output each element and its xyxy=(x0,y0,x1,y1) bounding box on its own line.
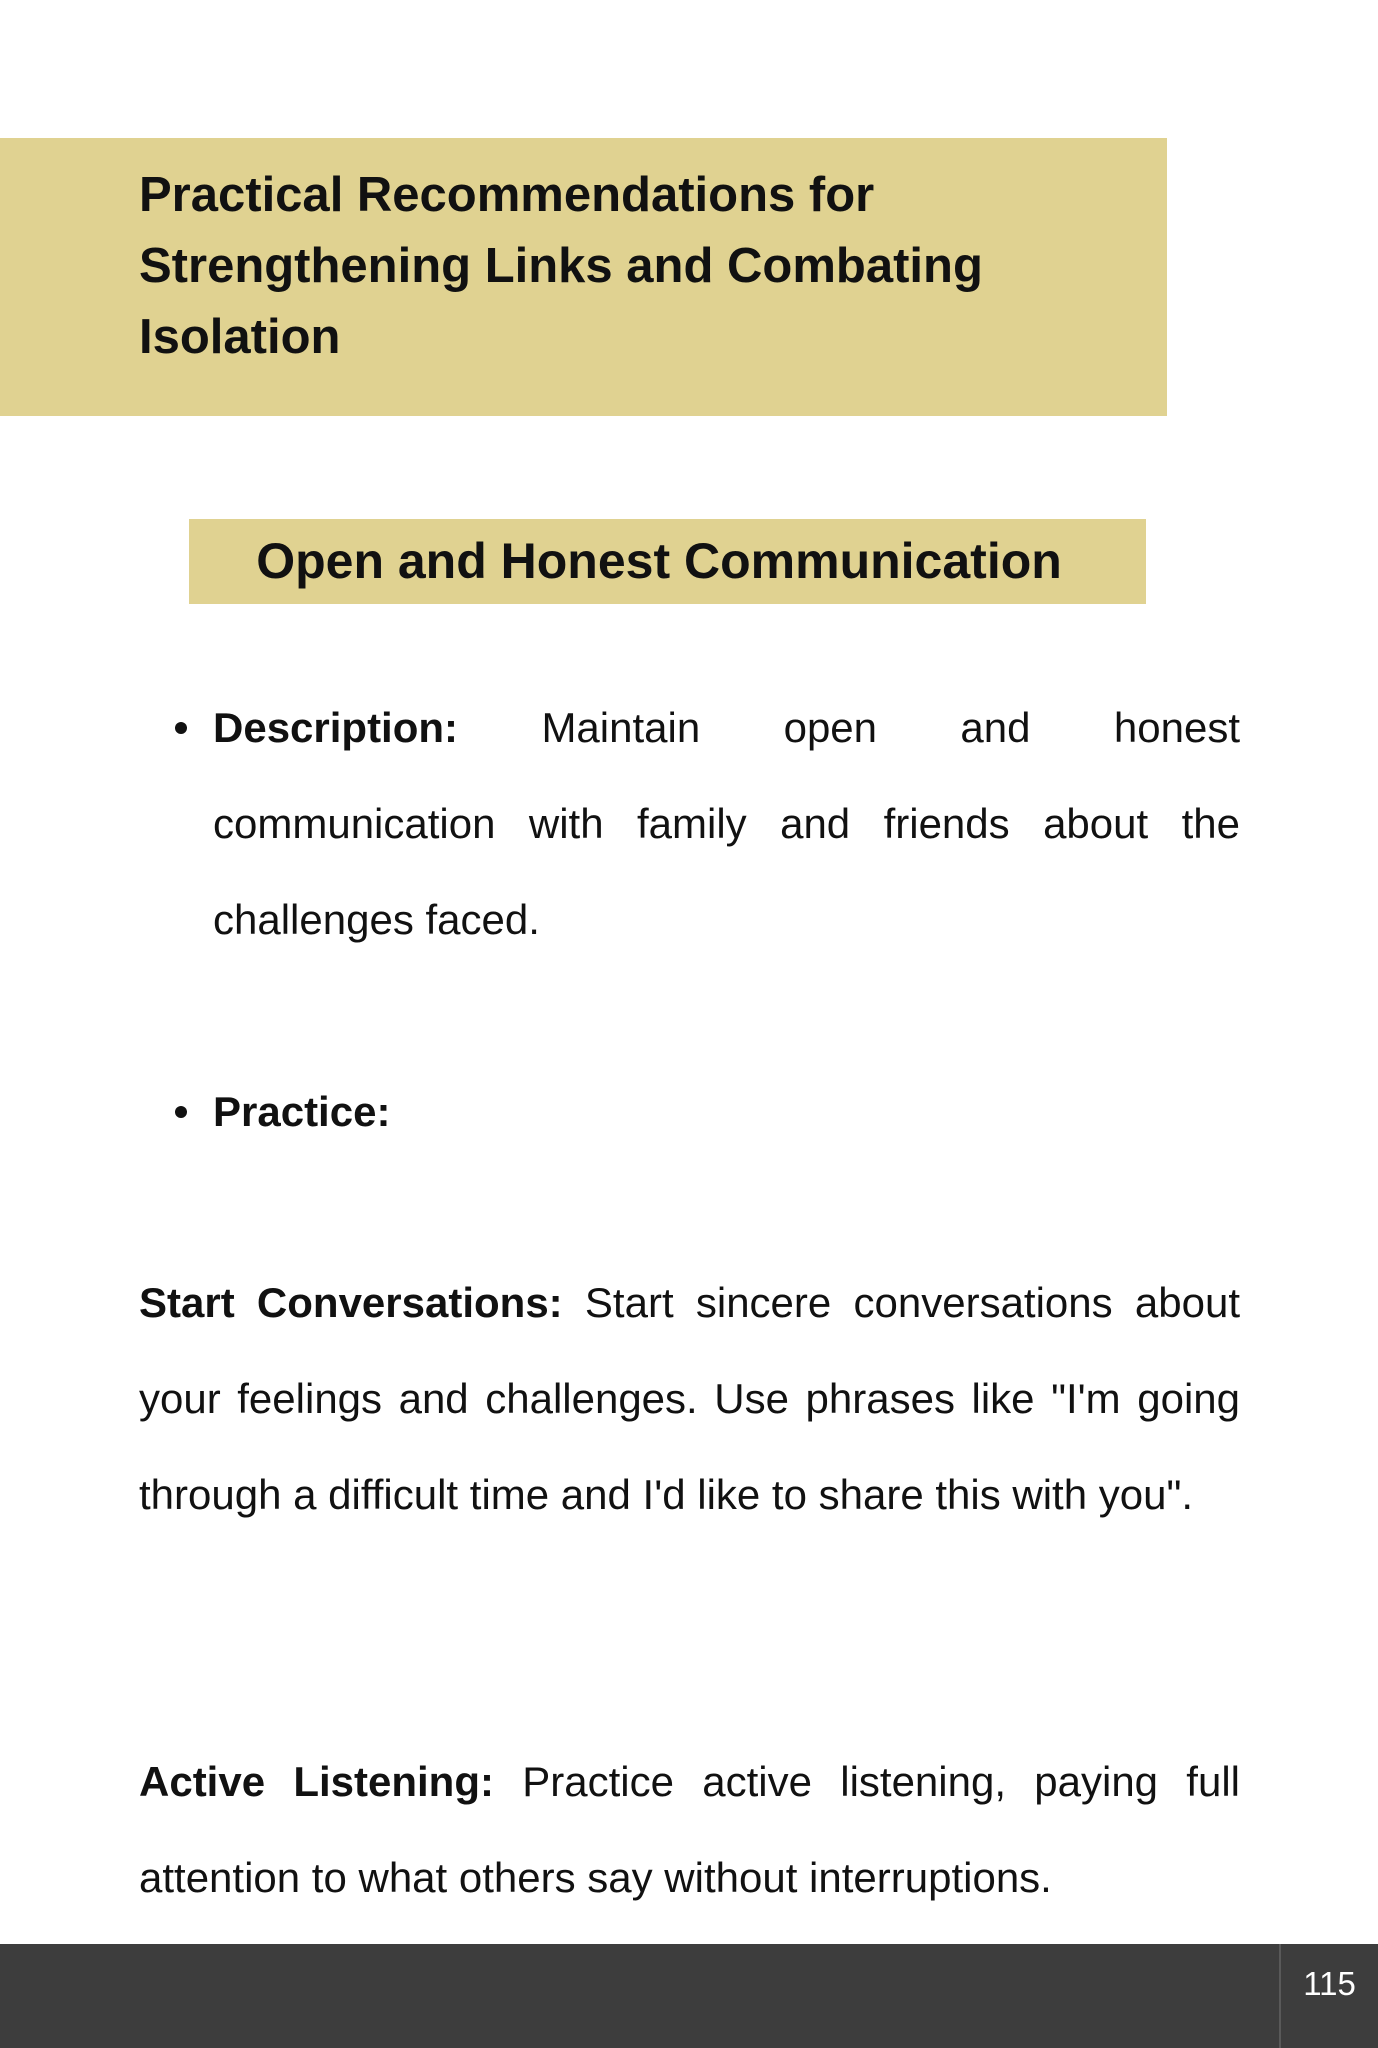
page-title: Practical Recommendations for Strengthening Links and Combating Isolation xyxy=(139,168,983,364)
section-heading: Open and Honest Communication xyxy=(256,533,1062,589)
description-label: Description: xyxy=(213,704,459,751)
start-conversations-label: Start Conversations: xyxy=(139,1279,563,1326)
footer-bar xyxy=(0,1944,1378,2048)
active-listening-label: Active Listening: xyxy=(139,1758,494,1805)
description-item xyxy=(213,680,1240,968)
active-listening-paragraph xyxy=(139,1734,1240,1926)
bullet-marker xyxy=(175,722,187,734)
bullet-marker xyxy=(175,1106,187,1118)
start-conversations-paragraph xyxy=(139,1255,1240,1543)
page-number: 115 xyxy=(1303,1965,1356,2002)
page-number-box xyxy=(1279,1944,1378,2048)
practice-label: Practice: xyxy=(213,1088,391,1135)
description-text: Maintain open and honest communication with family and friends about the challenges faced. xyxy=(213,704,1240,943)
practice-item xyxy=(213,1064,1240,1160)
active-listening-text: Practice active listening, paying full attention to what others say without interruptions. xyxy=(139,1758,1240,1901)
start-conversations-text: Start sincere conversations about your feelings and challenges. Use phrases like "I'm going through a difficult time and I'd like to share this with you". xyxy=(139,1279,1240,1518)
